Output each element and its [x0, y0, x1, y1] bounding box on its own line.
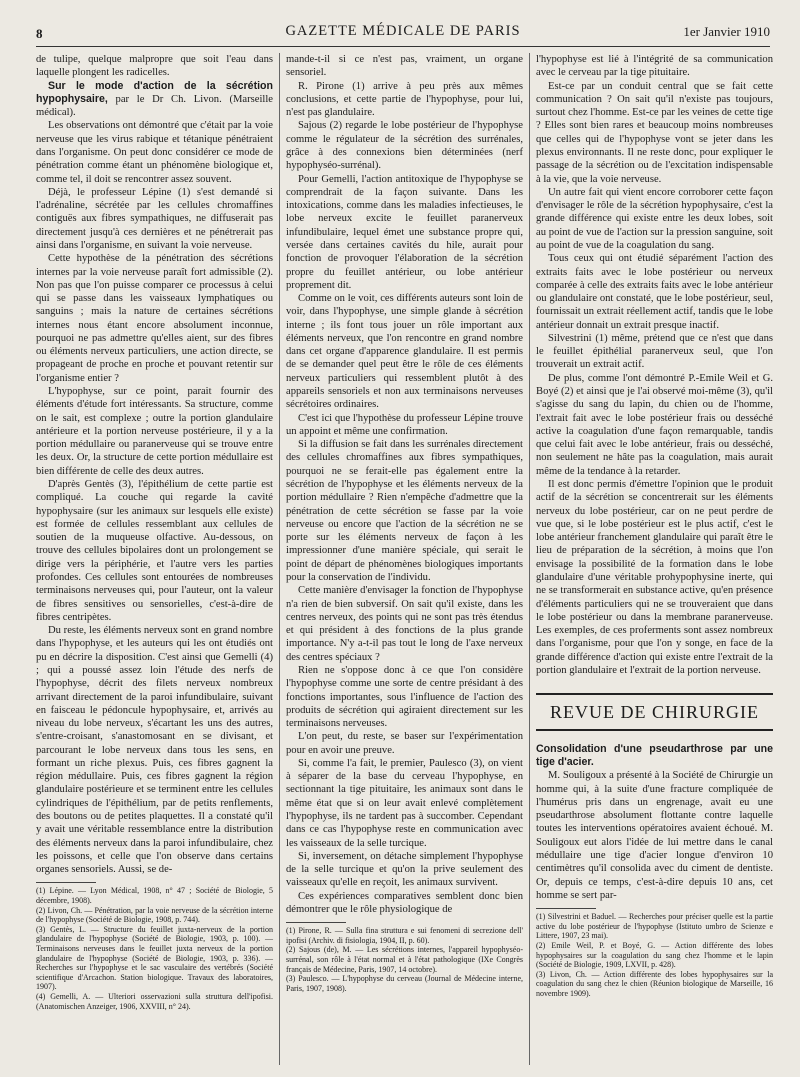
column-1 [36, 53, 273, 1011]
paragraph: Cette hypothèse de la pénétration des sécrétions internes par la voie nerveuse paraît fort admissible (2). Non pas que l'on puisse comparer ce processus à celui qui se passe dans les vaisseaux lymphatiques ou sanguins ; mais la nature de certaines sécrétions internes nous étant encore absolument inconnue, pourquoi ne pas admettre qu'elles aient, sur des fibres ou éléments nerveux particuliers, une action directe, se propageant de proche en proche et pouvant retentir sur l'organisme entier ? [36, 253, 273, 384]
footnote: (3) Paulesco. — L'hypophyse du cerveau (Journal de Médecine interne, Paris, 1907, 1908). [286, 974, 523, 993]
paragraph: Les observations ont démontré que c'était par la voie nerveuse que les virus rabique et tétanique pénétraient dans l'organisme. On peut donc considérer ce mode de pénétration comme étant un phénomène biologique et, comme tel, il doit se rencontrer assez souvent. [36, 120, 273, 185]
article-author: par le Dr Ch. Livon. (Marseille médical). [36, 93, 273, 119]
paragraph: L'hypophyse, sur ce point, parait fournir des éléments d'étude fort intéressants. Sa structure, comme on le sait, est complexe ; outre la portion glandulaire antérieure et la portion nerveuse postérieure, il y a la portion médullaire ou paranerveuse qui se trouve entre les deux. Or, la structure de cette portion médullaire est bien différente de celle des deux autres. [36, 386, 273, 477]
publication-title: GAZETTE MÉDICALE DE PARIS [285, 23, 521, 39]
column-2 [286, 53, 523, 993]
column-3 [536, 53, 773, 999]
paragraph: Sajous (2) regarde le lobe postérieur de l'hypophyse comme le régulateur de la sécrétion des surrénales, grâce à des connexions bien déterminées (nerf hypophyséo-surrénal). [286, 120, 523, 172]
section-heading: REVUE DE CHIRURGIE [536, 693, 773, 731]
footnote: (3) Livon, Ch. — Action différente des lobes hypophysaires sur la coagulation du sang chez le chien (Réunion biologique de Marseille, 16 novembre 1909). [536, 969, 773, 998]
footnote: (1) Silvestrini et Baduel. — Recherches pour préciser quelle est la partie active du lobe postérieur de l'hypophyse (Istituto umbro de Scienze e Littere, 1907, 23 mai). [536, 912, 773, 941]
paragraph: Si la diffusion se fait dans les surrénales directement des cellules chromaffines aux fibres sympathiques, pourquoi ne se ferait-elle pas également entre la sécrétion de l'hypophyse et les éléments nerveux de la portion médullaire ? Rien n'empêche d'admettre que la pénétration de cette sécrétion se fasse par la voie nerveuse ou encore que l'action de la sécrétion ne se porte sur les éléments nerveux de façon à les impressionner d'une manière spéciale, qui serait le point de départ de phénomènes biologiques importants pour la conservation de l'individu. [286, 439, 523, 583]
paragraph: D'après Gentès (3), l'épithélium de cette partie est compliqué. La couche qui regarde la cavité hypophysaire (sur les animaux sur lesquels elle existe) est formée de cellules ressemblant aux cellules de soutien de la muqueuse olfactive. Au-dessous, on trouve des cellules bipolaires dont un prolongement se dirige vers la périphérie, et l'autre vers les parties profondes. Ces cellules sont entourées de nombreuses terminaisons nerveuses qui, pour l'auteur, ont la valeur de fibres sensitives ou sensorielles, c'est-à-dire de fibres centripètes. [36, 479, 273, 623]
article-title: Consolidation d'une pseudarthrose par une tige d'acier. [536, 742, 773, 769]
paragraph: mande-t-il si ce n'est pas, vraiment, un organe sensoriel. [286, 54, 523, 79]
paragraph: Déjà, le professeur Lépine (1) s'est demandé si l'adrénaline, sécrétée par les cellules chromaffines contiguës aux fibres sympathiques, ne diffuserait pas directement jusqu'à ces dernières et ne pénétrerait pas ainsi dans l'organisme, en suivant la voie nerveuse. [36, 186, 273, 251]
paragraph: Cette manière d'envisager la fonction de l'hypophyse n'a rien de bien subversif. On sait qu'il existe, dans les centres nerveux, des points qui ne sont pas très étendus et qui président à des fonctions de la plus grande importance. N'y a-t-il pas tout le long de l'axe nerveux des centres spéciaux ? [286, 585, 523, 663]
paragraph: Ces expériences comparatives semblent donc bien démontrer que le rôle physiologique de [286, 890, 523, 915]
page-header [36, 22, 770, 44]
footnote: (1) Pirone, R. — Sulla fina struttura e sui fenomeni di secrezione dell' ipofisi (Archiv. di fisiologia, 1904, II, p. 60). [286, 926, 523, 945]
footnote: (4) Gemelli, A. — Ulteriori osservazioni sulla struttura dell'ipofisi. (Anatomischen Anzeiger, 1906, XXVIII, n° 24). [36, 991, 273, 1011]
column-divider [529, 53, 530, 1065]
footnote-rule [536, 908, 596, 909]
footnote: (2) Emile Weil, P. et Boyé, G. — Action différente des lobes hypophysaires sur la coagulation du sang chez l'homme et le lapin (Société de Biologie, 1909, LXVII, p. 428). [536, 940, 773, 970]
paragraph: R. Pirone (1) arrive à peu près aux mêmes conclusions, et cette partie de l'hypophyse, pour lui, n'est pas glandulaire. [286, 80, 523, 119]
page-number: 8 [36, 26, 43, 41]
paragraph: M. Souligoux a présenté à la Société de Chirurgie un homme qui, à la suite d'une fracture compliquée de l'humérus pris dans un engrenage, avait eu une pseudarthrose absolument flottante contre laquelle toutes les interventions opératoires avaient échoué. M. Souligoux eut alors l'idée de lui mettre dans le canal médullaire une tige d'acier longue d'environ 10 centimètres qu'il consolida avec du ciment de dentiste. Or, depuis ce temps, c'est-à-dire depuis 10 ans, cet homme se sert par- [536, 770, 773, 901]
paragraph: de tulipe, quelque malpropre que soit l'eau dans laquelle plongent les radicelles. [36, 54, 273, 79]
paragraph: Un autre fait qui vient encore corroborer cette façon d'envisager le rôle de la sécrétion hypophysaire, c'est la grande différence qui existe entre les deux lobes, soit au point de vue de l'action sur la pression sanguine, soit au point de vue de la coagulation du sang. [536, 186, 773, 251]
header-rule [36, 46, 770, 47]
paragraph: Comme on le voit, ces différents auteurs sont loin de voir, dans l'hypophyse, une simple glande à sécrétion interne ; ils font tous jouer un rôle important aux éléments nerveux, que l'on rencontre en grand nombre dans cet organe d'apparence glandulaire. Il est permis de se demander quel peut être le rôle de ces éléments nerveux particuliers qui ressemblent plutôt à des appareils sensoriels et non aux terminaisons nerveuses sécrétoires ordinaires. [286, 293, 523, 411]
issue-date: 1er Janvier 1910 [683, 24, 770, 39]
paragraph: C'est ici que l'hypothèse du professeur Lépine trouve un appoint et même une confirmation. [286, 412, 523, 437]
paragraph: Est-ce par un conduit central que se fait cette communication ? On sait qu'il n'existe pas toujours, surtout chez l'homme. Est-ce par les veines de cette tige ? Elles sont bien rares et beaucoup moins nombreuses que celles qui de l'hypophyse vont se jeter dans les plexus environnants. Il ne reste donc, pour expliquer le passage de la sécrétion ou de l'excitation indispensable à la vie, que la voie nerveuse. [536, 80, 773, 185]
paragraph: Pour Gemelli, l'action antitoxique de l'hypophyse se comprendrait de la façon suivante. Dans les intoxications, comme dans les maladies infectieuses, le lobe nerveux excite le feuillet paranerveux infundibulaire, lequel émet une substance propre qui, versée dans certaines cavités du hile, aurait pour fonction de provoquer l'élaboration de la sécrétion propre du feuillet antérieur, ou lobe antérieur proprement dit. [286, 173, 523, 291]
article-title: Sur le mode d'action de la sécrétion hypophysaire, [36, 79, 273, 105]
paragraph: Tous ceux qui ont étudié séparément l'action des extraits faits avec le lobe postérieur ou nerveux comparée à celle des extraits faits avec le lobe antérieur ou glandulaire ont constaté, que le lobe postérieur, seul, fournissait un extrait réellement actif, tandis que le lobe antérieur donnait un extrait presque inactif. [536, 253, 773, 331]
column-divider [279, 53, 280, 1065]
paragraph: l'hypophyse est lié à l'intégrité de sa communication avec le cerveau par la tige pituitaire. [536, 54, 773, 79]
paragraph: L'on peut, du reste, se baser sur l'expérimentation pour en avoir une preuve. [286, 731, 523, 756]
paragraph: Si, inversement, on détache simplement l'hypophyse de la selle turcique et qu'on la prive seulement des vaisseaux qu'elle en reçoit, les animaux survivent. [286, 850, 523, 889]
footnote-rule [36, 882, 96, 883]
paragraph: Il est donc permis d'émettre l'opinion que le produit actif de la sécrétion se concentrerait sur les éléments nerveux du lobe postérieur, car on ne peut perdre de vue que, si le lobe postérieur est le plus actif, c'est le lobe antérieur franchement glandulaire qui paraît être le lieu de préparation de la sécrétion, à moins que l'on envisage la possibilité de la formation dans le lobe glandulaire d'une véritable prohypophysine inerte, qui ne se transformerait en substance active, qu'en présence d'éléments particuliers qui ne se trouveraient que dans le lobe postérieur ou dans la membrane paranerveuse. Les exemples, de ces proferments sont assez nombreux dans l'organisme, pour que l'on y songe, en face de la grande différence d'action qui existe entre l'extrait de la portion glandulaire et l'extrait de la portion nerveuse. [536, 479, 773, 676]
paragraph: Silvestrini (1) même, prétend que ce n'est que dans le feuillet épithélial paranerveux seul, que l'on trouverait un extrait actif. [536, 332, 773, 371]
paragraph: Du reste, les éléments nerveux sont en grand nombre dans l'hypophyse, et les auteurs qui les ont étudiés ont pu en décrire la disposition. C'est ainsi que Gemelli (4) ; qui a poussé assez loin l'étude des nerfs de l'hypophyse, décrit des filets nerveux nombreux arrivant directement de la paroi infundibulaire, suivant en faisceau le pédoncule hypophysaire, et, arrivés au niveau du lobe nerveux, s'écartant les uns des autres, s'entre-croisant, s'anastomosant en se divisant, et parcourant le lobe nerveux dans tous les sens, en formant un riche plexus. Puis, ces fibres gagnent la région médullaire. Puis, ces fibres gagnent la région glandulaire postérieure et se terminent entre les cellules cylindriques de l'épithélium, par de petits renflements, des boutons ou de petites plaquettes. Il a constaté qu'il y avait une véritable ressemblance entre la distribution des éléments nerveux dans la paroi infundibulaire, chez les poissons, et celle que l'on observe dans certains organes sensoriels. Aussi, se de- [36, 625, 273, 876]
paragraph: Rien ne s'oppose donc à ce que l'on considère l'hypophyse comme une sorte de centre présidant à des fonctions importantes, sous l'influence de l'action des produits de sécrétion qui agiraient directement sur les terminaisons nerveuses. [286, 664, 523, 730]
footnote: (2) Livon, Ch. — Pénétration, par la voie nerveuse de la sécrétion interne de l'hypophyse (Société de Biologie, 1908, p. 744). [36, 905, 273, 925]
paragraph: Si, comme l'a fait, le premier, Paulesco (3), on vient à séparer de la base du cerveau l'hypophyse, en sectionnant la tige pituitaire, les animaux sont dans le même état que si on leur avait enlevé complètement l'hypophyse, ils ne tardent pas à succomber. Cependant dans ce cas l'hypophyse reste en communication avec les vaisseaux de la selle turcique. [286, 757, 523, 849]
paragraph: De plus, comme l'ont démontré P.-Emile Weil et G. Boyé (2) et ainsi que je l'ai observé moi-même (3), qu'il s'agisse du sang du lapin, du chien ou de l'homme, l'extrait fait avec le lobe postérieur frais ou desséché active la coagulation d'une façon remarquable, tandis que celui fait avec le lobe antérieur, frais ou desséché, non seulement ne hâte pas la coagulation, mais aurait même de la tendance à la retarder. [536, 372, 773, 477]
footnote-rule [286, 922, 346, 923]
article-heading [36, 80, 273, 120]
footnote: (2) Sajous (de), M. — Les sécrétions internes, l'appareil hypophyséo-surrénal, son rôle à l'état normal et à l'état pathologique (IXe Congrès français de Médecine, Paris, 1907, 14 octobre). [286, 945, 523, 974]
footnote: (3) Gentès, L. — Structure du feuillet juxta-nerveux de la portion glandulaire de l'hypophyse (Société de Biologie, 1903, p. 100). — Terminaisons nerveuses dans le feuillet juxta nerveux de la portion glandulaire de l'hypophyse (Société de Biologie, 1903, p. 336). — Recherches sur l'hypophyse et le sac vasculaire des vertébrés (Société scientifique d'Arcachon. Station biologique. Travaux des laboratoires, 1907). [36, 924, 273, 992]
footnote: (1) Lépine. — Lyon Médical, 1908, n° 47 ; Société de Biologie, 5 décembre, 1908). [36, 886, 273, 906]
